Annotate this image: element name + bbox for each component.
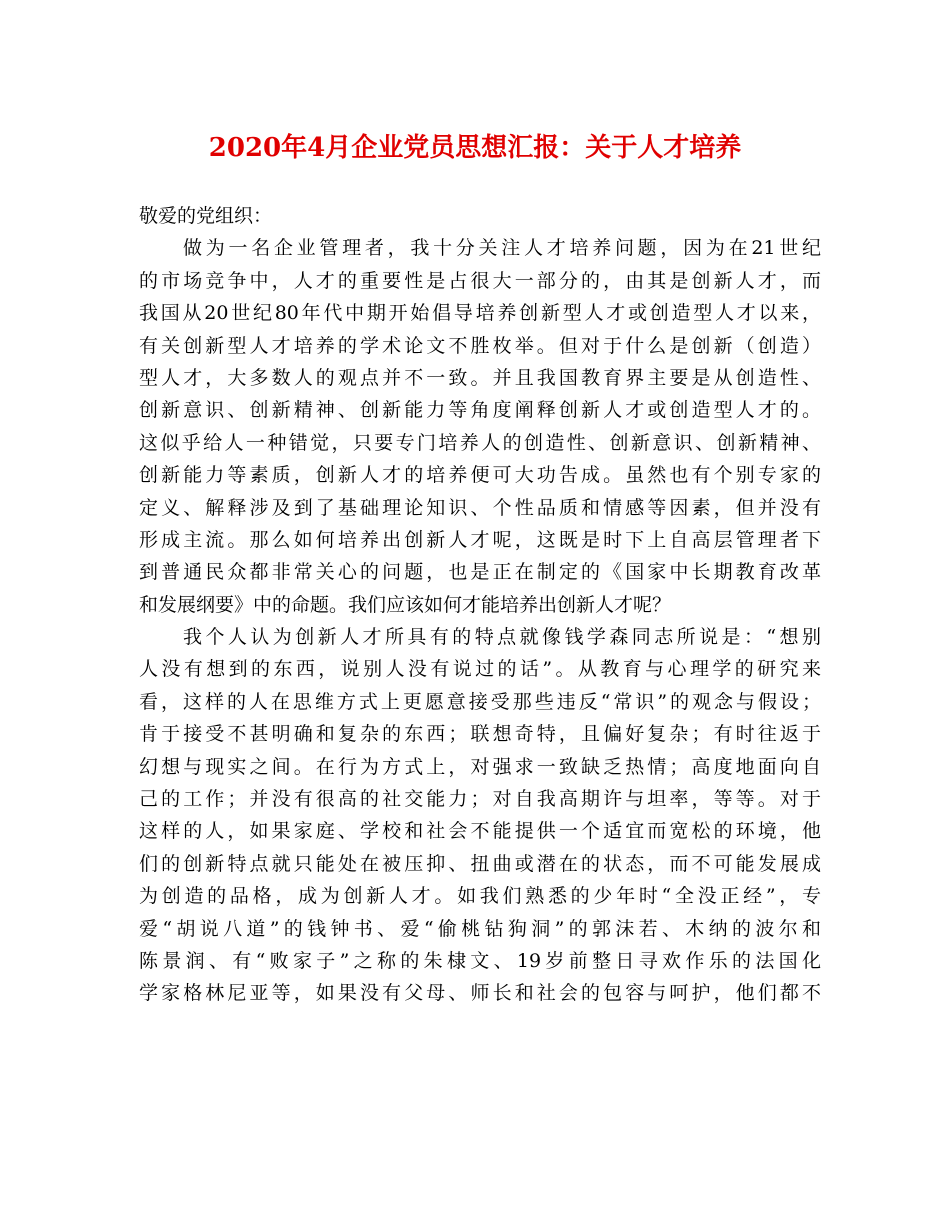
text-line: 做为一名企业管理者，我十分关注人才培养问题，因为在21世纪 xyxy=(183,237,821,260)
text-line: 的市场竞争中，人才的重要性是占很大一部分的，由其是创新人才，而 xyxy=(139,269,821,292)
text-line: 我个人认为创新人才所具有的特点就像钱学森同志所说是：“想别 xyxy=(183,626,821,649)
text-line: 定义、解释涉及到了基础理论知识、个性品质和情感等因素，但并没有 xyxy=(139,496,821,519)
text-line: 和发展纲要》中的命题。我们应该如何才能培养出创新人才呢？ xyxy=(139,593,672,616)
text-line: 我国从20世纪80年代中期开始倡导培养创新型人才或创造型人才以来， xyxy=(139,302,821,325)
text-line: 们的创新特点就只能处在被压抑、扭曲或潜在的状态，而不可能发展成 xyxy=(139,852,821,875)
text-line: 人没有想到的东西，说别人没有说过的话”。从教育与心理学的研究来 xyxy=(139,658,821,681)
text-line: 爱“胡说八道”的钱钟书、爱“偷桃钻狗洞”的郭沫若、木纳的波尔和 xyxy=(139,917,821,940)
text-line: 陈景润、有“败家子”之称的朱棣文、19岁前整日寻欢作乐的法国化 xyxy=(139,949,821,972)
text-line: 学家格林尼亚等，如果没有父母、师长和社会的包容与呵护，他们都不 xyxy=(139,982,821,1005)
paragraph-2 xyxy=(139,621,821,1010)
text-line: 型人才，大多数人的观点并不一致。并且我国教育界主要是从创造性、 xyxy=(139,366,821,389)
text-line: 形成主流。那么如何培养出创新人才呢，这既是时下上自高层管理者下 xyxy=(139,528,821,551)
text-line: 到普通民众都非常关心的问题，也是正在制定的《国家中长期教育改革 xyxy=(139,561,821,584)
text-line: 己的工作；并没有很高的社交能力；对自我高期许与坦率，等等。对于 xyxy=(139,788,821,811)
text-line: 创新能力等素质，创新人才的培养便可大功告成。虽然也有个别专家的 xyxy=(139,464,821,487)
paragraph-1 xyxy=(139,232,821,621)
text-line: 这似乎给人一种错觉，只要专门培养人的创造性、创新意识、创新精神、 xyxy=(139,431,821,454)
text-line: 幻想与现实之间。在行为方式上，对强求一致缺乏热情；高度地面向自 xyxy=(139,755,821,778)
text-line: 看，这样的人在思维方式上更愿意接受那些违反“常识”的观念与假设； xyxy=(139,690,821,713)
document-title: 2020年4月企业党员思想汇报：关于人才培养 xyxy=(208,133,742,163)
text-line: 肯于接受不甚明确和复杂的东西；联想奇特，且偏好复杂；有时往返于 xyxy=(139,723,821,746)
text-line: 创新意识、创新精神、创新能力等角度阐释创新人才或创造型人才的。 xyxy=(139,399,821,422)
document-body xyxy=(139,200,821,1010)
greeting-line: 敬爱的党组织： xyxy=(139,205,273,227)
text-line: 这样的人，如果家庭、学校和社会不能提供一个适宜而宽松的环境，他 xyxy=(139,820,821,843)
text-line: 有关创新型人才培养的学术论文不胜枚举。但对于什么是创新（创造） xyxy=(139,334,821,357)
text-line: 为创造的品格，成为创新人才。如我们熟悉的少年时“全没正经”，专 xyxy=(139,885,821,908)
